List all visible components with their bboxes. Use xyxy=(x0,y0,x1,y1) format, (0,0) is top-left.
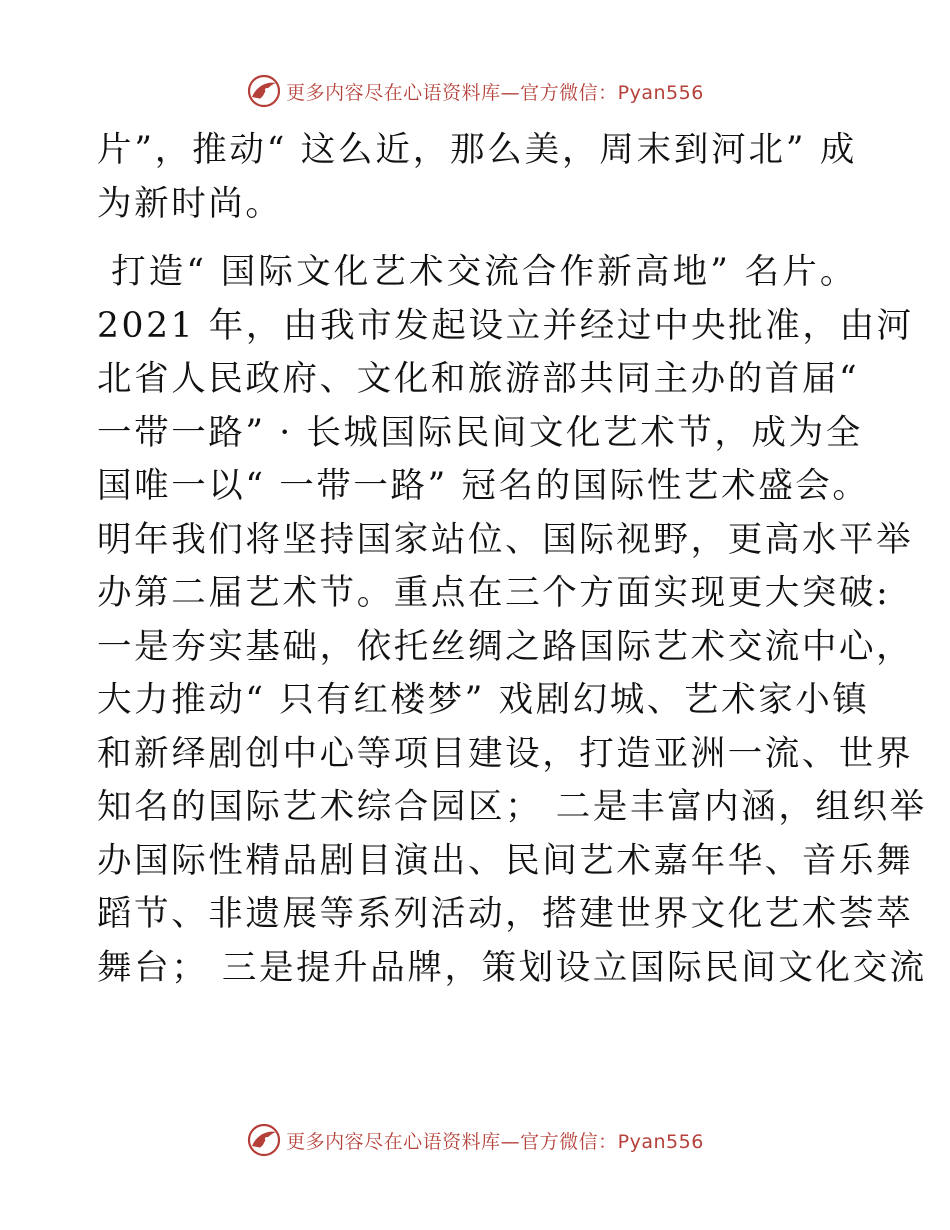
paragraph-2 xyxy=(97,246,927,995)
text-line: 打造“ 国际文化艺术交流合作新高地” 名片。 xyxy=(97,252,857,292)
text-line: 办国际性精品剧目演出、民间艺术嘉年华、音乐舞 xyxy=(97,840,914,881)
text-line: 大力推动“ 只有红楼梦” 戏剧幻城、艺术家小镇 xyxy=(97,680,870,720)
footer-banner-text: 更多内容尽在心语资料库—官方微信：Pyan556 xyxy=(286,1130,704,1153)
text-line: 片”，推动“ 这么近，那么美，周末到河北” 成 xyxy=(97,130,857,170)
text-line: 明年我们将坚持国家站位、国际视野，更高水平举 xyxy=(97,519,914,560)
paragraph-1 xyxy=(97,124,857,231)
text-line: 和新绎剧创中心等项目建设，打造亚洲一流、世界 xyxy=(97,733,914,774)
footer-banner xyxy=(0,1120,950,1160)
text-line: 北省人民政府、文化和旅游部共同主办的首届“ xyxy=(97,359,860,399)
document-body xyxy=(97,124,927,995)
text-line: 为新时尚。 xyxy=(97,183,283,224)
header-banner-text: 更多内容尽在心语资料库—官方微信：Pyan556 xyxy=(286,81,704,104)
header-banner xyxy=(0,71,950,111)
text-line: 一是夯实基础，依托丝绸之路国际艺术交流中心， xyxy=(97,626,914,667)
text-line: 2021 年，由我市发起设立并经过中央批准，由河 xyxy=(97,305,914,346)
pen-nib-logo-icon xyxy=(246,1122,282,1158)
text-line: 一带一路” · 长城国际民间文化艺术节，成为全 xyxy=(97,412,863,453)
text-line: 舞台； 三是提升品牌，策划设立国际民间文化交流 xyxy=(97,947,927,988)
text-line: 蹈节、非遗展等系列活动，搭建世界文化艺术荟萃 xyxy=(97,894,914,934)
text-line: 知名的国际艺术综合园区； 二是丰富内涵，组织举 xyxy=(97,787,927,827)
text-line: 国唯一以“ 一带一路” 冠名的国际性艺术盛会。 xyxy=(97,466,870,506)
pen-nib-logo-icon xyxy=(246,73,282,109)
text-line: 办第二届艺术节。重点在三个方面实现更大突破: xyxy=(97,573,891,613)
